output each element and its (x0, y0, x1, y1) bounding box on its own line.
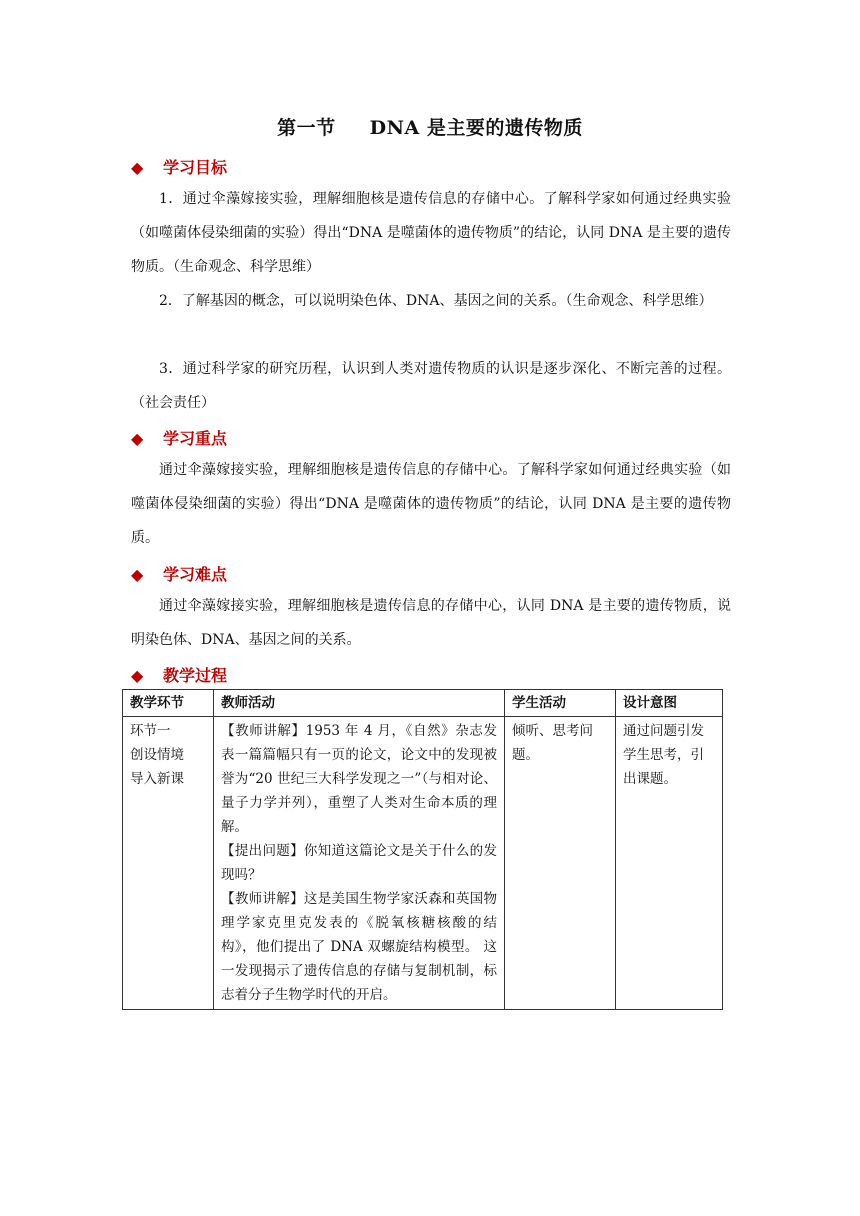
difficulties-heading-text: 学习难点 (163, 565, 228, 584)
teacher-activity-paragraph: 【教师讲解】1953 年 4 月，《自然》杂志发表一篇篇幅只有一页的论文，论文中的发现被誉为“20 世纪三大科学发现之一”（与相对论、量子力学并列），重塑了人类对生命本质的理解。 (221, 723, 497, 835)
process-heading (131, 663, 227, 686)
key-points-text: 通过伞藻嫁接实验，理解细胞核是遗传信息的存储中心。了解科学家如何通过经典实验（如噬菌体侵染细菌的实验）得出“DNA 是噬菌体的遗传物质”的结论，认同 DNA 是主要的遗传物质。 (131, 462, 731, 546)
difficulties-text: 通过伞藻嫁接实验，理解细胞核是遗传信息的存储中心，认同 DNA 是主要的遗传物质，说明染色体、DNA、基因之间的关系。 (131, 598, 731, 648)
table-header-row (123, 690, 723, 717)
teacher-activity-paragraph: 【教师讲解】这是美国生物学家沃森和英国物理学家克里克发表的《脱氧核糖核酸的结构》，他们提出了 DNA 双螺旋结构模型。 这一发现揭示了遗传信息的存储与复制机制，标志着分子生物学时代的开启。 (221, 891, 497, 1003)
page-title (0, 113, 860, 140)
stage-line: 创设情境 (130, 747, 184, 763)
section-title: DNA 是主要的遗传物质 (369, 117, 583, 139)
key-points-heading-text: 学习重点 (163, 429, 228, 448)
column-header: 设计意图 (616, 690, 723, 717)
objective-item-2: 2．了解基因的概念，可以说明染色体、DNA、基因之间的关系。（生命观念、科学思维） (159, 293, 713, 309)
diamond-bullet-icon: ◆ (131, 158, 144, 177)
stage-line: 环节一 (130, 723, 171, 739)
teacher-activity-cell (214, 717, 505, 1010)
objectives-heading-text: 学习目标 (163, 158, 228, 177)
column-header: 学生活动 (505, 690, 616, 717)
objective-item-3: 3．通过科学家的研究历程，认识到人类对遗传物质的认识是逐步深化、不断完善的过程。（社会责任） (131, 361, 731, 411)
stage-line: 导入新课 (130, 771, 184, 787)
diamond-bullet-icon: ◆ (131, 666, 144, 685)
teacher-activity-paragraph: 【提出问题】你知道这篇论文是关于什么的发现吗？ (221, 843, 497, 883)
column-header: 教学环节 (123, 690, 214, 717)
teaching-process-table (122, 689, 723, 1010)
section-number: 第一节 (277, 117, 336, 139)
key-points-heading (131, 426, 227, 449)
diamond-bullet-icon: ◆ (131, 429, 144, 448)
student-activity-cell: 倾听、思考问题。 (505, 717, 616, 1010)
objective-item-1: 1．通过伞藻嫁接实验，理解细胞核是遗传信息的存储中心。了解科学家如何通过经典实验（如噬菌体侵染细菌的实验）得出“DNA 是噬菌体的遗传物质”的结论，认同 DNA 是主要的遗传物质。（生命观念、科学思维） (131, 191, 731, 275)
diamond-bullet-icon: ◆ (131, 565, 144, 584)
design-intent-cell: 通过问题引发学生思考，引出课题。 (616, 717, 723, 1010)
objectives-heading (131, 155, 227, 178)
stage-cell (123, 717, 214, 1010)
difficulties-heading (131, 562, 227, 585)
table-row (123, 717, 723, 1010)
column-header: 教师活动 (214, 690, 505, 717)
process-heading-text: 教学过程 (163, 666, 228, 685)
